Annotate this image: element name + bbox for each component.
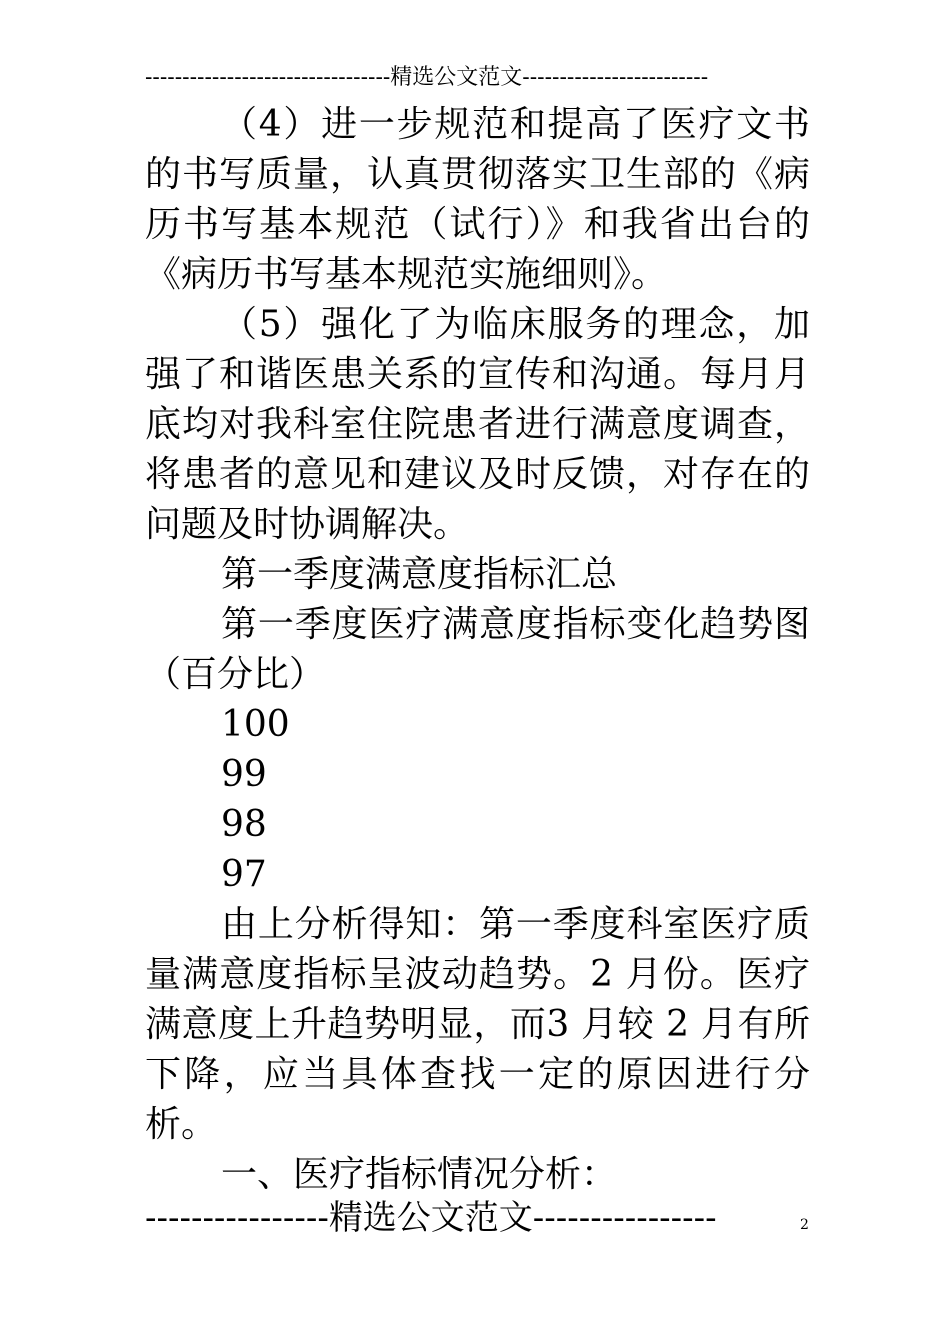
page-header: ---------------------------------精选公文范文------------------------- xyxy=(145,65,709,90)
page-footer: ----------------精选公文范文---------------- xyxy=(145,1198,717,1238)
axis-value: 97 xyxy=(221,854,267,895)
paragraph-item-4: （4）进一步规范和提高了医疗文书的书写质量，认真贯彻落实卫生部的《病历书写基本规范（试行）》和我省出台的《病历书写基本规范实施细则》。 xyxy=(145,104,810,295)
section-heading: 一、医疗指标情况分析： xyxy=(221,1154,618,1195)
page-number: 2 xyxy=(800,1217,809,1233)
axis-value: 100 xyxy=(221,704,290,745)
analysis-paragraph: 由上分析得知：第一季度科室医疗质量满意度指标呈波动趋势。2 月份。医疗满意度上升趋势明显，而3 月较 2 月有所下降，应当具体查找一定的原因进行分析。 xyxy=(145,904,810,1145)
axis-value: 99 xyxy=(221,754,267,795)
paragraph-item-5: （5）强化了为临床服务的理念，加强了和谐医患关系的宣传和沟通。每月月底均对我科室住院患者进行满意度调查，将患者的意见和建议及时反馈，对存在的问题及时协调解决。 xyxy=(145,304,810,545)
document-body xyxy=(145,100,810,1200)
axis-value: 98 xyxy=(221,804,267,845)
section-title: 第一季度满意度指标汇总 xyxy=(221,554,618,595)
chart-title: 第一季度医疗满意度指标变化趋势图（百分比） xyxy=(145,604,810,695)
